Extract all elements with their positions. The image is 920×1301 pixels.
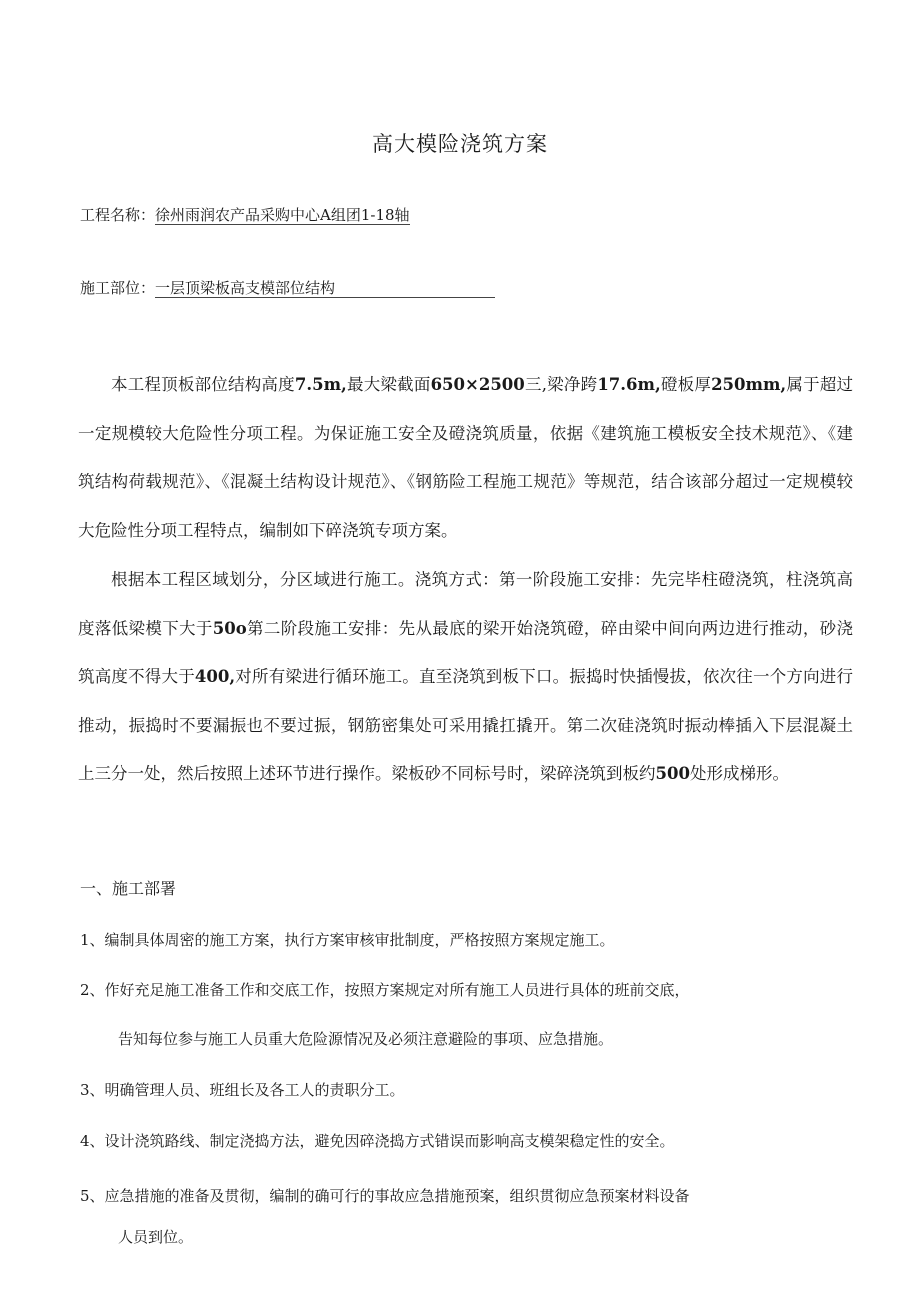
text-run: 最大梁截面	[346, 375, 431, 394]
list-item: 1、编制具体周密的施工方案，执行方案审核审批制度，严格按照方案规定施工。	[80, 931, 615, 949]
text-run: 属于超过一定规模较大危险性分项工程。为保证施工安全及磴浇筑质量，依据《建筑施工模板安全技术规范》、《建筑结构荷载规范》、《混凝土结构设计规范》、《钢筋险工程施工规范》等规范，结合该部分超过一定规模较大危险性分项工程特点，编制如下碎浇筑专项方案。	[78, 375, 854, 540]
list-item: 5、应急措施的准备及贯彻，编制的确可行的事故应急措施预案，组织贯彻应急预案材料设备	[80, 1187, 690, 1205]
construction-part-value: 一层顶梁板高支模部位结构	[155, 280, 495, 298]
text-run: 根据本工程区域划分，分区域进行施工。浇筑方式：第一阶段施工安排：先完毕柱磴浇筑，柱浇筑高度落低梁模下大于	[78, 570, 853, 638]
bold-run: 650×2500	[430, 375, 525, 394]
construction-part-label: 施工部位：	[80, 279, 156, 297]
text-run: 三,梁净跨	[524, 375, 598, 394]
project-name-value: 徐州雨润农产品采购中心A组团1-18轴	[155, 206, 410, 224]
section-heading: 一、施工部署	[80, 879, 177, 898]
list-item: 3、明确管理人员、班组长及各工人的责职分工。	[80, 1081, 405, 1099]
project-name-field	[80, 204, 410, 225]
text-run: 磴板厚	[660, 375, 712, 394]
text-run: 处形成梯形。	[689, 764, 789, 784]
list-item-continuation: 人员到位。	[118, 1228, 194, 1246]
construction-part-field	[80, 277, 495, 298]
bold-run: 17.6m,	[597, 375, 661, 394]
list-item-continuation: 告知每位参与施工人员重大危险源情况及必须注意避险的事项、应急措施。	[118, 1030, 614, 1048]
text-run: 第二阶段施工安排：先从最底的梁开始浇筑磴，碎由梁中间向两边进行推动，砂浇筑高度不得大于	[78, 618, 854, 687]
bold-run: 250mm,	[711, 375, 787, 394]
list-item: 2、作好充足施工准备工作和交底工作，按照方案规定对所有施工人员进行具体的班前交底，	[80, 981, 690, 999]
document-title: 高大模险浇筑方案	[372, 132, 548, 156]
bold-run: 50o	[212, 618, 247, 638]
bold-run: 500	[655, 764, 690, 784]
project-name-label: 工程名称：	[80, 206, 156, 224]
text-run: 本工程顶板部位结构高度	[111, 375, 295, 394]
bold-run: 400,	[194, 667, 236, 687]
intro-paragraph-1	[78, 361, 853, 555]
list-item: 4、设计浇筑路线、制定浇捣方法，避免因碎浇捣方式错误而影响高支模架稳定性的安全。	[80, 1132, 675, 1150]
bold-run: 7.5m,	[294, 375, 347, 394]
text-run: 对所有梁进行循环施工。直至浇筑到板下口。振捣时快插慢拔，依次往一个方向进行推动，振捣时不要漏振也不要过振，钢筋密集处可采用撬扛撬开。第二次硅浇筑时振动棒插入下层混凝土上三分一处，然后按照上述环节进行操作。梁板砂不同标号时，梁碎浇筑到板约	[78, 667, 854, 784]
intro-paragraph-2	[78, 556, 853, 799]
